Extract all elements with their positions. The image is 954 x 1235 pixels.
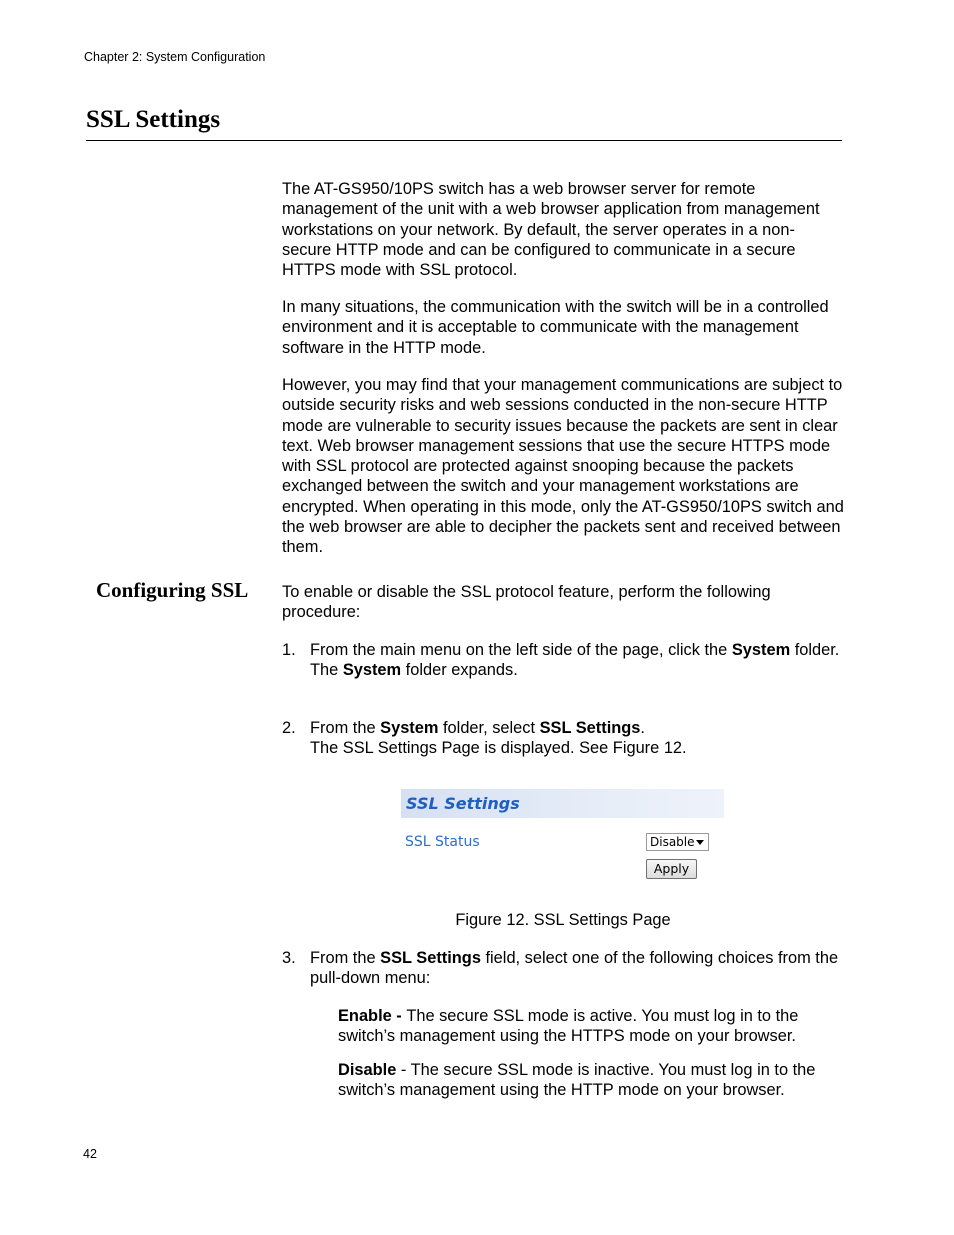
step-number: 1. xyxy=(282,641,296,659)
figure-title: SSL Settings xyxy=(406,794,520,813)
step-2 xyxy=(282,718,842,760)
step-1 xyxy=(282,640,842,702)
definition-disable: Disable - The secure SSL mode is inactive. You must log in to the switch’s management using the HTTP mode on your browser. xyxy=(338,1061,816,1100)
ssl-status-select[interactable] xyxy=(646,833,709,851)
step-text: From the SSL Settings field, select one of the following choices from the pull-down menu: xyxy=(310,949,839,988)
step-number: 2. xyxy=(282,719,296,737)
figure-header-bar xyxy=(401,789,724,818)
step-text: From the main menu on the left side of the page, click the System folder. The System folder expands. xyxy=(310,641,840,680)
ssl-status-value: Disable xyxy=(650,835,695,849)
step-text: From the System folder, select SSL Settings. The SSL Settings Page is displayed. See Figure 12. xyxy=(310,719,687,758)
section-title: SSL Settings xyxy=(86,106,221,133)
definition-term: Disable xyxy=(338,1061,397,1079)
title-rule xyxy=(86,140,842,141)
intro-paragraph-1: The AT-GS950/10PS switch has a web browser server for remote management of the unit with a web browser application from management workstations on your network. By default, the server operates in a non-secure HTTP mode and can be configured to communicate in a secure HTTPS mode with SSL protocol. xyxy=(282,180,820,280)
definition-enable: Enable - The secure SSL mode is active. You must log in to the switch’s management using the HTTPS mode on your browser. xyxy=(338,1007,799,1046)
chevron-down-icon xyxy=(696,840,704,845)
intro-paragraph-3: However, you may find that your management communications are subject to outside security risks and web sessions conducted in the non-secure HTTP mode are vulnerable to security issues because the packets are sent in clear text. Web browser management sessions that use the secure HTTPS mode with SSL protocol are protected against snooping because the packets exchanged between the switch and your management workstations are encrypted. When operating in this mode, only the AT-GS950/10PS switch and the web browser are able to decipher the packets sent and received between them. xyxy=(282,376,844,557)
procedure-intro: To enable or disable the SSL protocol feature, perform the following procedure: xyxy=(282,583,771,622)
step-3 xyxy=(282,948,842,990)
subsection-title: Configuring SSL xyxy=(96,578,249,602)
ssl-status-label: SSL Status xyxy=(405,834,480,850)
page-number: 42 xyxy=(83,1147,97,1161)
step-number: 3. xyxy=(282,949,296,967)
figure-caption: Figure 12. SSL Settings Page xyxy=(455,911,671,929)
running-head: Chapter 2: System Configuration xyxy=(84,50,266,64)
intro-paragraph-2: In many situations, the communication with the switch will be in a controlled environment and it is acceptable to communicate with the management software in the HTTP mode. xyxy=(282,298,829,357)
ssl-settings-figure xyxy=(401,789,725,889)
apply-button[interactable]: Apply xyxy=(646,859,697,879)
definition-term: Enable - xyxy=(338,1007,407,1025)
